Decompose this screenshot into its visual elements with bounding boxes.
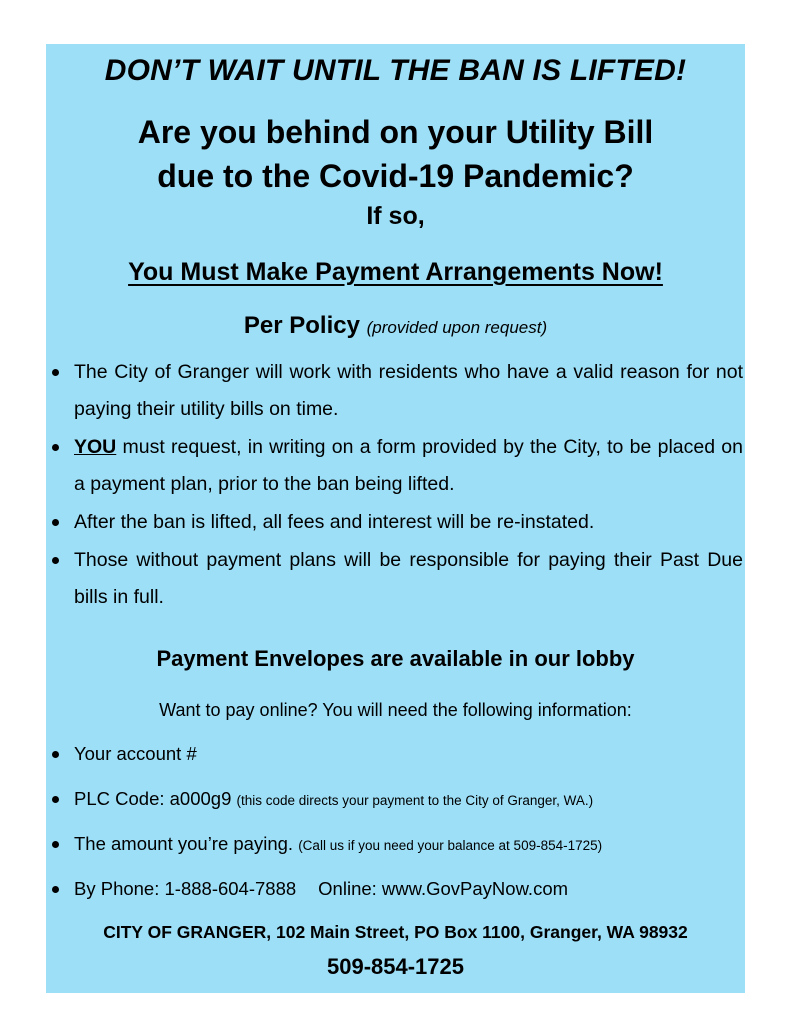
bullet-icon: [52, 796, 59, 803]
info-item-pay-methods: [46, 875, 743, 920]
policy-list: [46, 354, 743, 617]
headline: DON’T WAIT UNTIL THE BAN IS LIFTED!: [104, 54, 687, 87]
bullet-icon: [52, 369, 59, 376]
plc-code-text: PLC Code: a000g9: [74, 788, 232, 809]
plc-code-note: (this code directs your payment to the City of Granger, WA.): [236, 793, 594, 808]
online-intro-text: Want to pay online? You will need the following information:: [159, 700, 632, 720]
policy-item: [46, 542, 743, 616]
info-item-plc-code: [46, 785, 743, 830]
bullet-icon: [52, 557, 59, 564]
question-line-2: due to the Covid-19 Pandemic?: [157, 158, 634, 194]
payment-arrangements-heading: You Must Make Payment Arrangements Now!: [128, 258, 663, 286]
account-text: Your account #: [74, 743, 197, 764]
policy-item-text: must request, in writing on a form provided by the City, to be placed on a payment plan, prior to the ban being lifted.: [74, 436, 743, 495]
if-so-text: If so,: [366, 202, 425, 230]
flyer-panel: [46, 44, 745, 993]
bullet-icon: [52, 444, 59, 451]
policy-item-text: After the ban is lifted, all fees and interest will be re-instated.: [74, 511, 595, 533]
policy-item-emphasis: YOU: [74, 436, 117, 458]
question-heading: [46, 110, 745, 198]
policy-title: Per Policy: [243, 312, 360, 339]
policy-heading: [46, 312, 745, 340]
policy-item: [46, 354, 743, 428]
info-item-account: [46, 740, 743, 785]
policy-item-text: The City of Granger will work with residents who have a valid reason for not paying their utility bills on time.: [74, 361, 743, 420]
bullet-icon: [52, 886, 59, 893]
policy-item-text: Those without payment plans will be responsible for paying their Past Due bills in full.: [74, 549, 743, 608]
bullet-icon: [52, 519, 59, 526]
city-phone: 509-854-1725: [326, 954, 464, 979]
question-line-1: Are you behind on your Utility Bill: [137, 114, 654, 150]
policy-item: [46, 429, 743, 503]
phone-payment-text: By Phone: 1-888-604-7888: [74, 878, 297, 899]
payment-info-list: [46, 740, 743, 920]
policy-note: (provided upon request): [366, 318, 548, 337]
city-address: CITY OF GRANGER, 102 Main Street, PO Box 1100, Granger, WA 98932: [103, 922, 688, 942]
envelopes-heading: Payment Envelopes are available in our lobby: [156, 646, 635, 671]
online-payment-link[interactable]: Online: www.GovPayNow.com: [318, 878, 569, 899]
info-item-amount: [46, 830, 743, 875]
policy-item: [46, 504, 743, 541]
bullet-icon: [52, 841, 59, 848]
amount-note: (Call us if you need your balance at 509-854-1725): [298, 838, 603, 853]
bullet-icon: [52, 751, 59, 758]
amount-text: The amount you’re paying.: [74, 833, 294, 854]
